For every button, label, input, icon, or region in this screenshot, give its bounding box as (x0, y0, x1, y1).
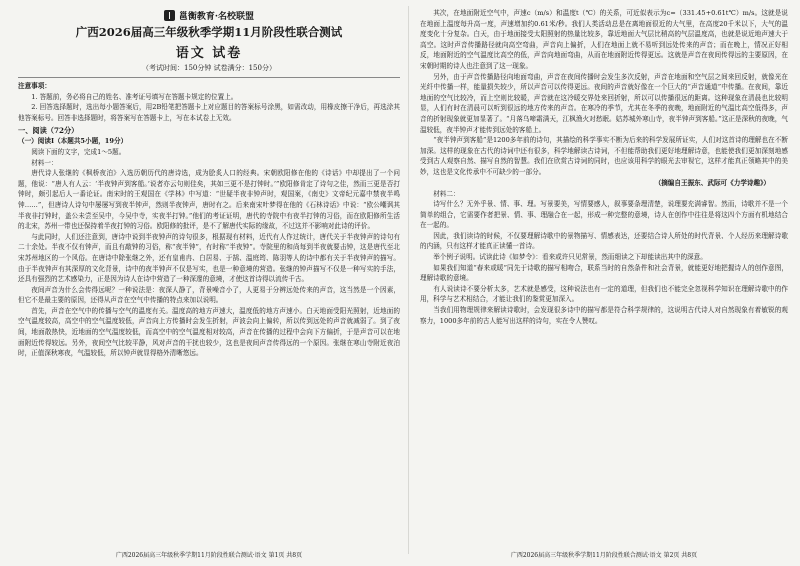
paragraph: 举个例子说明。试读此诗《如梦令》：看来或许只见常景，然而细读之下却能读出其中的深意。 (433, 253, 707, 262)
page-right (420, 8, 788, 548)
footer-left: 广西2026届高三年级秋季学期11月阶段性联合测试·语文 第1页 共8页 (115, 552, 303, 559)
paper-title: 语文 试卷 (175, 46, 243, 61)
paragraph: 夜间声音为什么会传得远呢？一种说法是：夜深人静了，背景噪音小了，人更易于分辨远处传来的声音，这当然是一个因素，但它不是最主要的原因，还得从声音在空气中传播的特点来加以说明。 (18, 285, 400, 305)
brand-name: 邕衡教育·名校联盟 (178, 11, 255, 22)
section-heading: 一、阅读（72分） (18, 126, 79, 136)
instruction: 阅读下面的文字，完成1～5题。 (31, 147, 126, 156)
paragraph: 有人说读诗不要分析太多，艺术就是感受，这种说法也有一定的道理，但我们也不能完全忽视科学知识在理解诗歌中的作用，科学与艺术相结合，才能让我们的鉴赏更加深入。 (420, 284, 788, 304)
time-info: （考试时间：150分钟 试卷满分：150分） (142, 64, 276, 72)
material-2-label: 材料二： (433, 189, 460, 198)
brand-header (18, 8, 400, 22)
page-divider (408, 6, 409, 554)
sub-section-heading: （一）阅读Ⅰ（本题共5小题，19分） (18, 137, 128, 146)
notes-heading: 注意事项： (18, 82, 51, 90)
paragraph: 与此同时，人们还注意到，唐诗中说到半夜钟声的诗句很多，根据现有材料，近代有人作过统计，唐代关于半夜钟声的诗句有二十余处。半夜不仅有钟声，而且有敲钟的习俗，称“夜半钟”，有时称“半夜钟”。寺院里的和尚每到半夜就要击钟，这是唐代至北宋苏州地区的一个风俗。在唐诗中除张继之外，还有皇甫冉、白居易、于鹄、温庭筠、陈羽等人的诗中都有关于半夜钟声的描写。由于半夜钟声有其深厚的文化背景，诗中的夜半钟声不仅是写实，也是一种意境的营造。张继的钟声描写不仅是一种写实的手法，还具有强烈的艺术感染力，正是因为诗人在诗中营造了一种深邃的意境，才使这首诗得以流传千古。 (18, 232, 400, 284)
paragraph: 如果我们知道“春来或暖”同先于诗歌的描写相吻合，联系当时的自然条件和社会背景，就能更好地把握诗人的创作意图，理解诗歌的意境。 (420, 263, 788, 283)
source-citation: （摘编自王振东、武际可《力学诗趣》） (654, 178, 770, 187)
exam-title: 广西2026届高三年级秋季学期11月阶段性联合测试 (75, 25, 343, 39)
paragraph: 其次，在地面附近空气中，声速c（m/s）和温度t（℃）的关系，可近似表示为c=（331.45+0.61t℃）m/s。这就是说在地面上温度每升高一度，声速增加约0.61米/秒。我们人类活动总是在离地面很近的大气里，在高度20千米以下，大气的温度变化十分复杂。白天，由于地面接受太阳照射的热量比较多，靠近地面大气层比稍高的气层温度高，也就是说近地声速大于高空。这时声音传播路径就向高空弯曲，声音向上偏折，人们在地面上就不易听到远处传来的声音；而在晚上，情况正好相反，地面附近的空气温度比高空的低，声音向地面弯曲，从而在地面附近传得更远。这就是声音在夜间传得远的主要原因，在宋朝时期的诗人也注意到了这一现象。 (420, 9, 788, 70)
paragraph: 因此，我们读诗的时候，不仅要理解诗歌中的景物描写、情感表达，还要结合诗人所处的时代背景、个人经历来理解诗歌的内涵，只有这样才能真正读懂一首诗。 (420, 231, 788, 251)
book-logo-icon (164, 10, 175, 21)
paragraph: 首先，声音在空气中的传播与空气的温度有关。温度高的地方声速大，温度低的地方声速小。白天地面受阳光照射，近地面的空气温度较高，高空中的空气温度较低，声音向上方传播时会发生折射，声波会向上偏转，所以传到远处的声音就减弱了。到了夜间，地面散热快，近地面的空气温度较低，而高空中的空气温度相对较高，声音在传播的过程中会向下方偏折，于是声音可以在地面附近传得较远。另外，夜间空气比较平静，风对声音的干扰也较少，这也是夜间声音传得远的一个原因。张继在寒山寺附近夜泊时，正值深秋寒夜，气温较低，所以钟声就显得格外清晰悠远。 (18, 306, 400, 358)
paragraph: 诗写什么？无外乎景、情、事、理。写景要美，写情要感人，叙事要条理清楚，说理要充满睿智。然而，诗歌并不是一个简单的组合，它需要作者把景、情、事、理融合在一起，形成一种完整的意境，诗人在创作中往往是将这四个方面有机地结合在一起的。 (420, 200, 788, 230)
paragraph: 唐代诗人张继的《枫桥夜泊》入选历朝历代的唐诗选，成为脍炙人口的经典。宋朝欧阳修在他的《诗话》中却提出了一个问题，他说：“唐人有人云：‘半夜钟声到客船。’说者亦云句则佳矣，其如三更不是打钟时。’”欧阳修肯定了诗句之佳，然而三更是否打钟时，颇引起后人一番论证。南宋时的王观国在《学林》中写道：“世疑半夜非钟声时，观国案，《南史》文帝纪元嘉中禁夜半鸣钟……”，但唐诗人诗句中屡屡写到夜半钟声，然则半夜钟声，唐时有之。后来南宋叶梦得在他的《石林诗话》中说：“欧公嘲讽其半夜非打钟时，盖公未尝至吴中，今吴中寺，实夜半打钟。”他们的考证证明，唐代的寺院中有夜半打钟的习俗，而在欧阳修所生活的北宋，苏州一带也还保持着半夜打钟的习俗。欧阳修的批评，是不了解唐代实际的缘故，不过这并不影响对此诗的评价。 (18, 169, 400, 231)
notes-item-2: 2. 回答选择题时，选出每小题答案后，用2B铅笔把答题卡上对应题目的答案标号涂黑，如需改动，用橡皮擦干净后，再选涂其他答案标号。回答非选择题时，将答案写在答题卡上，写在本试卷上无效。 (18, 103, 400, 122)
paragraph: 另外，由于声音传播路径向地面弯曲，声音在夜间传播时会发生多次反射，声音在地面和空气层之间来回反射，就像光在光纤中传播一样，能量损失较少，所以声音可以传得更远。夜间的声音就好像在一个巨大的“声音通道”中传播。在夜间，靠近地面的空气比较冷，而上空则比较暖，声音就在这冷暖交界处来回折射，所以可以传播很远的距离。这种现象在清晨也比较明显，人们有时在清晨可以听到很远的地方传来的声音。在寒冷的季节，尤其在冬季的夜晚，地面附近的气温比高空低得多，声音的折射现象就更加显著了。“月落乌啼霜满天，江枫渔火对愁眠。姑苏城外寒山寺，夜半钟声到客船。”这正是深秋的夜晚，气温较低，夜半钟声才能传到远处的客船上。 (420, 72, 788, 134)
notes-item-1: 1. 答题前，务必将自己的姓名、准考证号填写在答题卡规定的位置上。 (31, 92, 238, 101)
material-1-label: 材料一： (31, 158, 58, 167)
footer-right: 广西2026届高三年级秋季学期11月阶段性联合测试·语文 第2页 共8页 (510, 552, 698, 559)
paragraph: “夜半钟声到客船”是1200多年前的诗句，其描绘的科学事实不断为后来的科学发展所证实，人们对这首诗的理解也在不断加深。这样的现象在古代的诗词中还有很多，科学地解读古诗词，不但能帮助我们更好地理解诗意，也能使我们更加深刻地感受到古人观察自然、描写自然的智慧。我们在欣赏古诗词的同时，也应该用科学的眼光去审视它，这样才能真正领略其中的美妙，这也是文化传承中不可缺少的一部分。 (420, 136, 788, 176)
header-rule (18, 77, 400, 78)
paragraph: 当我们用物理规律来解读诗歌时，会发现很多诗中的描写都是符合科学规律的，这说明古代诗人对自然现象有着敏锐的观察力，1000多年前的古人能写出这样的诗句，实在令人赞叹。 (420, 306, 788, 325)
page-left (18, 8, 400, 548)
